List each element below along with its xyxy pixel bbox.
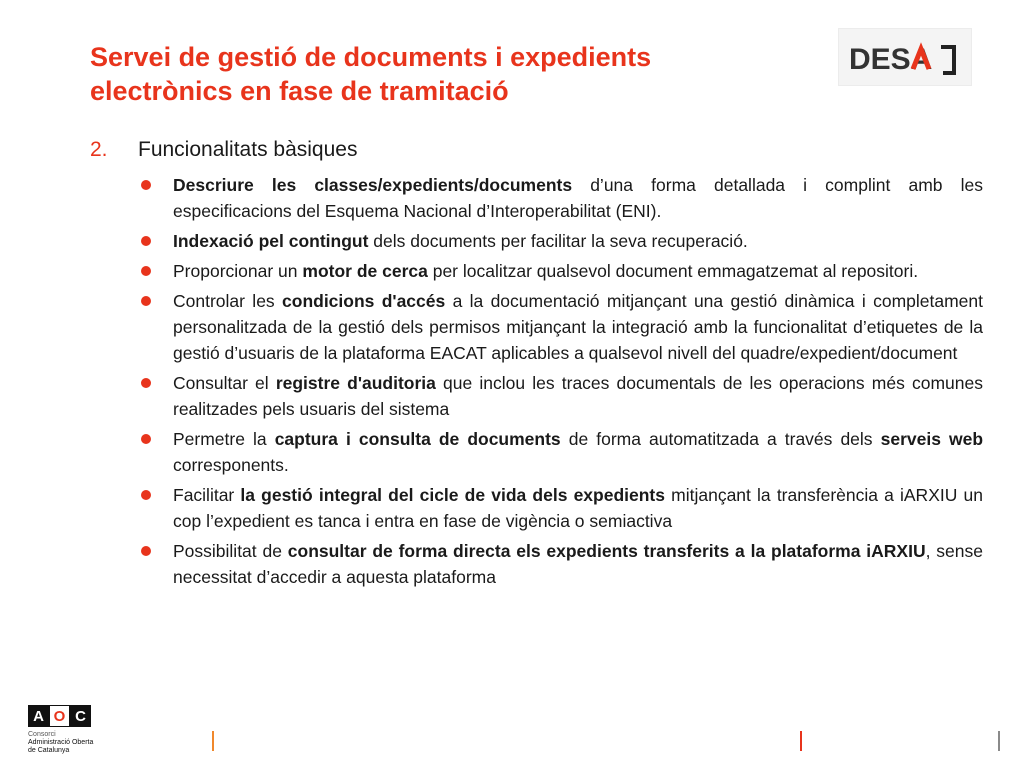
section-title: Funcionalitats bàsiques: [138, 138, 358, 161]
bullet-text: mitjançant la transferència a iARXIU un cop l’expedient es tanca i entra en fase de vigència o semiactiva: [173, 485, 983, 531]
aoc-caption: [28, 731, 128, 755]
bullet-text-bold: la gestió integral del cicle de vida dels expedients: [240, 485, 665, 505]
aoc-caption-line-2: Administració Oberta: [28, 739, 94, 746]
list-item: [135, 228, 983, 254]
bullet-text-bold: consultar de forma directa els expedients transferits a la plataforma iARXIU: [287, 541, 926, 561]
footer-bar-red: [800, 731, 802, 751]
bullet-text-bold: motor de cerca: [302, 261, 428, 281]
functionality-list: [135, 172, 983, 594]
aoc-letter-o: O: [49, 705, 70, 727]
title-line-1: Servei de gestió de documents i expedients: [90, 42, 652, 72]
list-item: [135, 482, 983, 534]
bullet-text-bold: registre d'auditoria: [275, 373, 436, 393]
bullet-text: Proporcionar un: [173, 261, 303, 281]
title-line-2: electrònics en fase de tramitació: [90, 76, 509, 106]
list-item: [135, 426, 983, 478]
bullet-text: de forma automatitzada a través dels: [560, 429, 881, 449]
bullet-text: Facilitar: [173, 485, 241, 505]
desa-logo-text: DESA: [849, 43, 933, 76]
section-heading: [90, 136, 357, 164]
bullet-text: d’una forma detallada i complint amb les especificacions del Esquema Nacional d’Interoperabilitat (ENI).: [173, 175, 983, 221]
section-number: 2.: [90, 138, 108, 161]
bullet-text: per localitzar qualsevol document emmagatzemat al repositori.: [427, 261, 919, 281]
desa-logo-bracket: [941, 47, 954, 73]
bullet-text-bold: serveis web: [880, 429, 984, 449]
bullet-text: dels documents per facilitar la seva recuperació.: [368, 231, 748, 251]
page-title: [90, 40, 820, 108]
list-item: [135, 258, 983, 284]
list-item: [135, 172, 983, 224]
bullet-text: Possibilitat de: [173, 541, 288, 561]
bullet-text-bold: Indexació pel contingut: [173, 231, 369, 251]
bullet-text: Consultar el: [173, 373, 276, 393]
footer-bar-gray: [998, 731, 1000, 751]
bullet-text-bold: Descriure les classes/expedients/documents: [173, 175, 573, 195]
aoc-logo: [28, 705, 128, 765]
bullet-text: Controlar les: [173, 291, 283, 311]
list-item: [135, 538, 983, 590]
bullet-text: corresponents.: [173, 455, 289, 475]
bullet-text: que inclou les traces documentals de les operacions més comunes realitzades pels usuaris del sistema: [173, 373, 984, 419]
aoc-caption-line-1: Consorci: [28, 731, 56, 738]
bullet-text: , sense necessitat d’accedir a aquesta plataforma: [173, 541, 983, 587]
bullet-text-bold: captura i consulta de documents: [274, 429, 561, 449]
bullet-text: a la documentació mitjançant una gestió dinàmica i completament personalitzada de la gestió dels permisos mitjançant la integració amb la funcionalitat d’etiquetes de la gestió d’usuaris de la plataforma EACAT aplicables a qualsevol nivell del quadre/expedient/document: [173, 291, 983, 363]
list-item: [135, 370, 983, 422]
list-item: [135, 288, 983, 366]
desa-logo: [838, 28, 972, 86]
aoc-logo-boxes: [28, 705, 128, 727]
aoc-letter-a: A: [28, 705, 49, 727]
desa-logo-mark: [839, 29, 971, 85]
bullet-text-bold: condicions d'accés: [282, 291, 446, 311]
footer-bar-orange: [212, 731, 214, 751]
bullet-text: Permetre la: [173, 429, 275, 449]
aoc-caption-line-3: de Catalunya: [28, 747, 70, 754]
aoc-letter-c: C: [70, 705, 91, 727]
